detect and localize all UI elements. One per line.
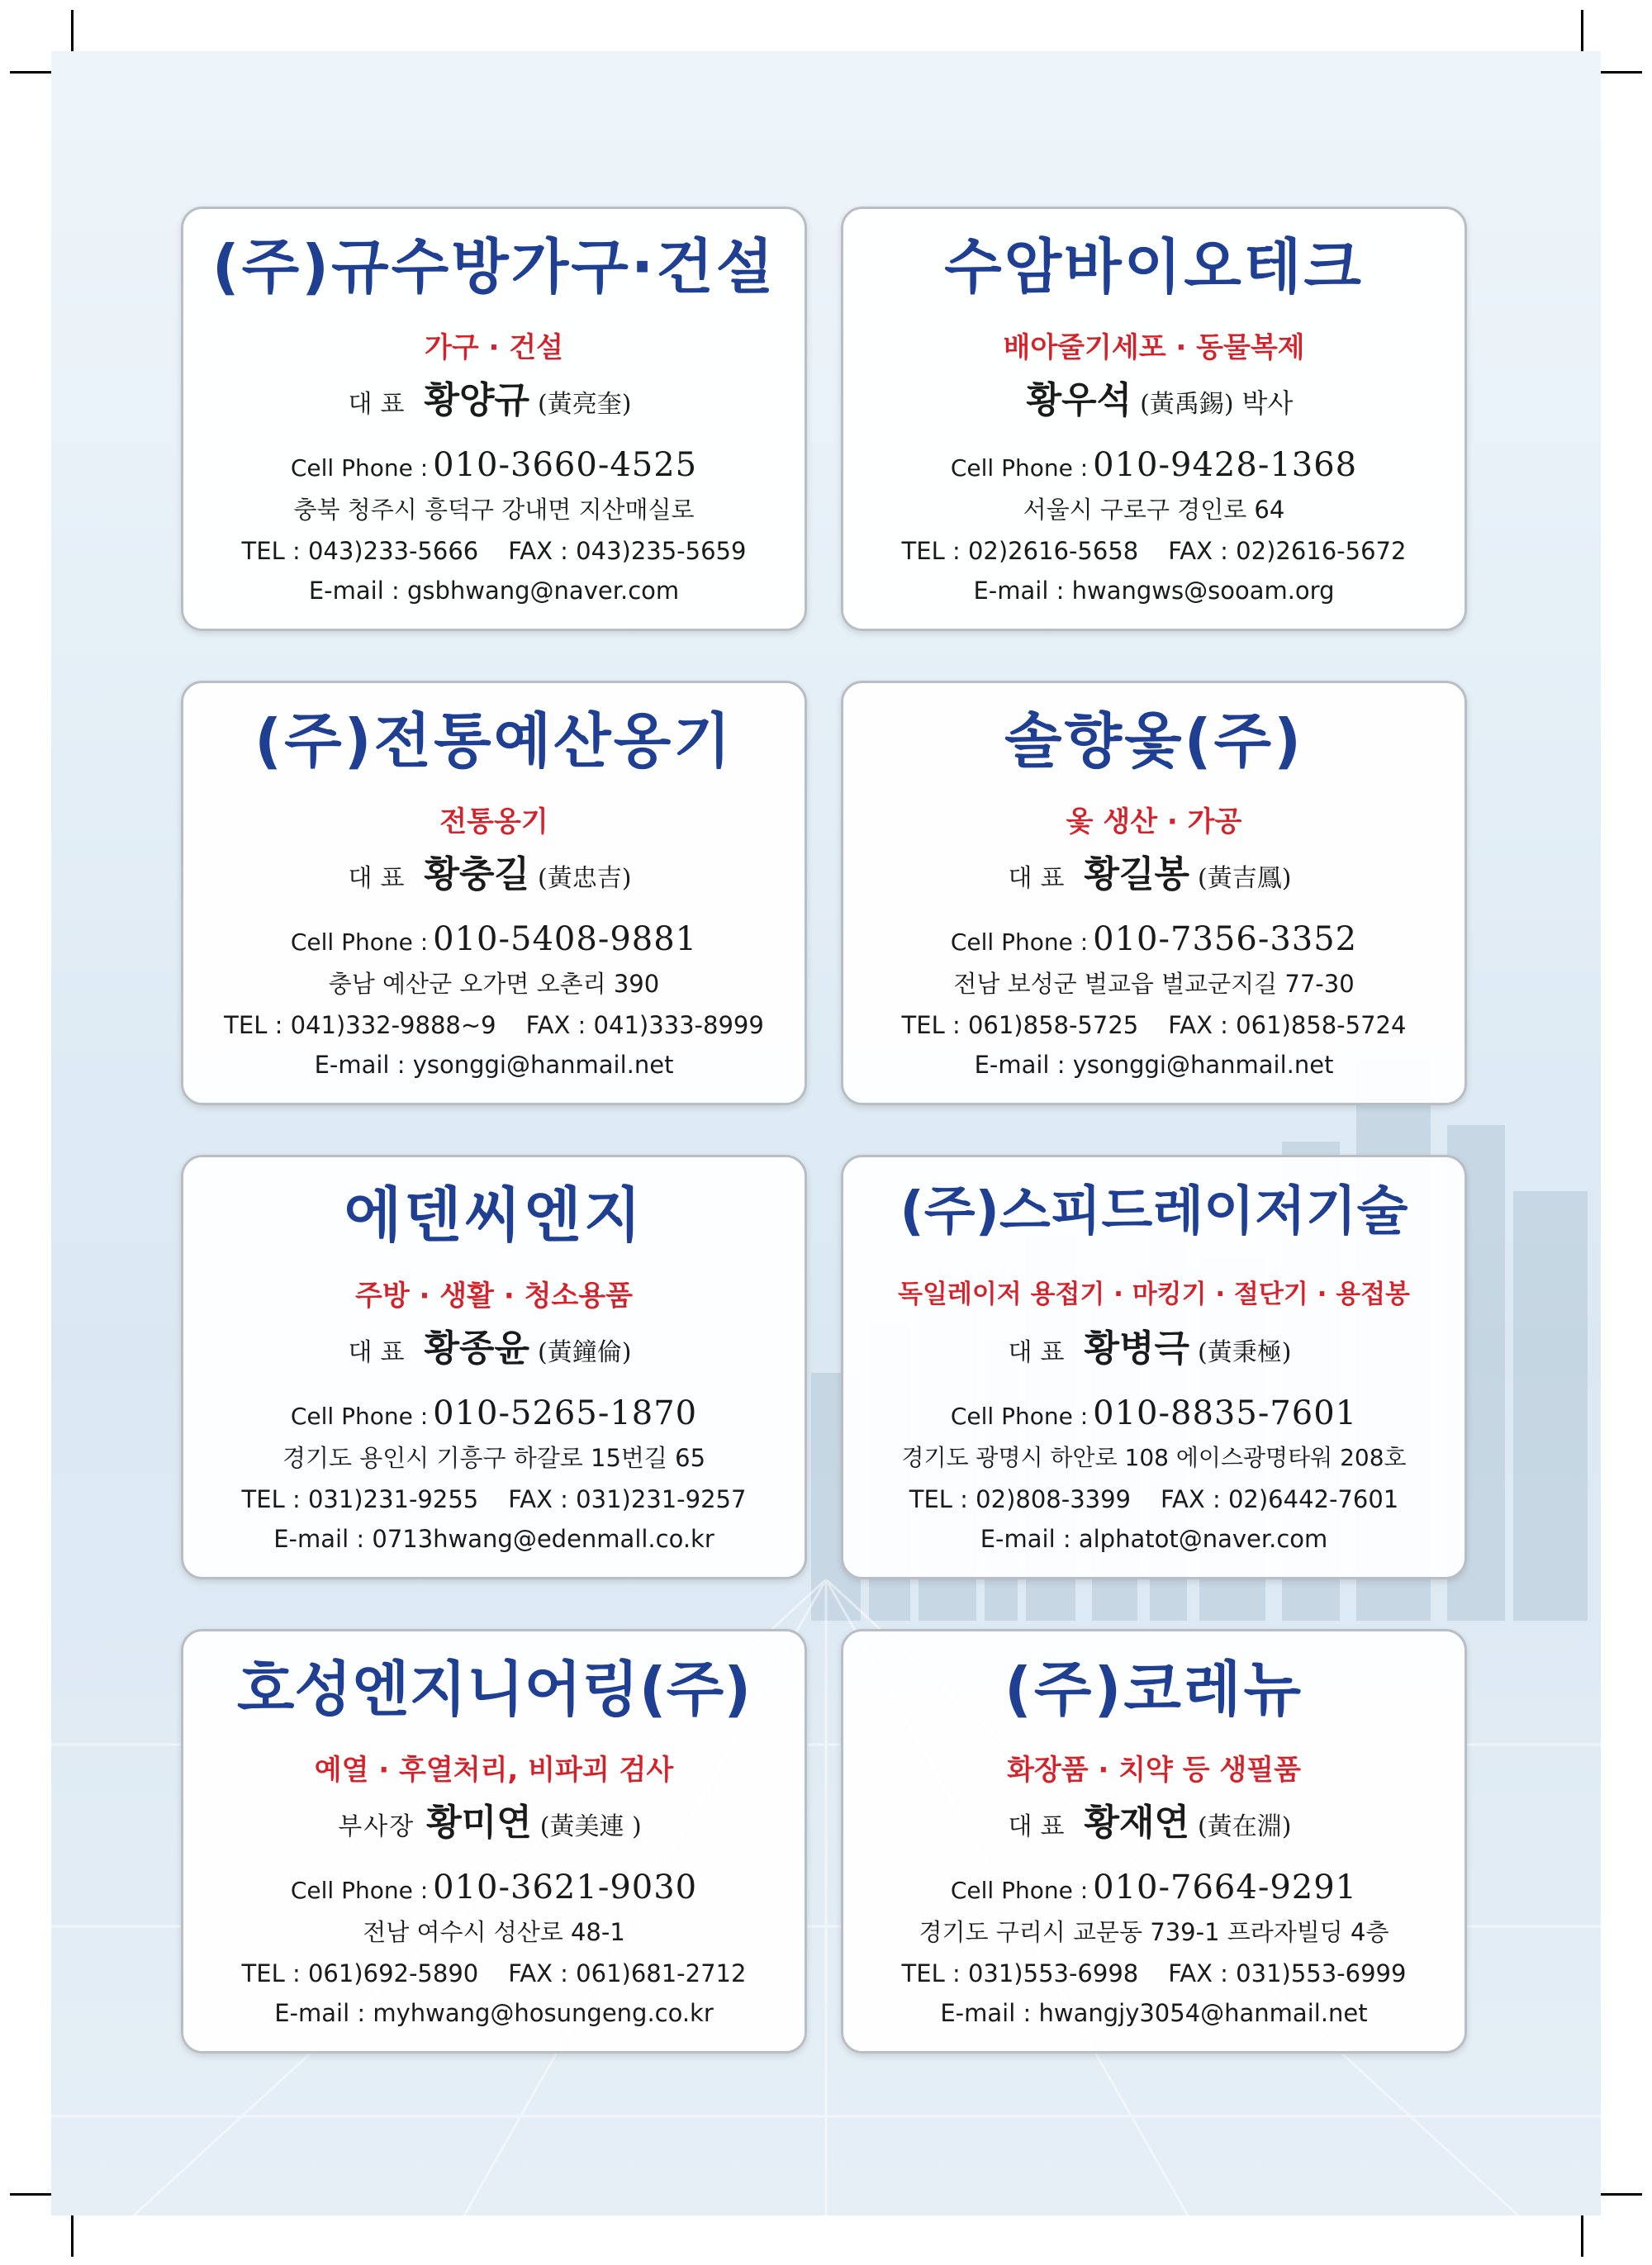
tel: TEL : 02)2616-5658 — [901, 537, 1139, 565]
fax: FAX : 041)333-8999 — [525, 1011, 764, 1039]
rep-hanja: (黃秉極) — [1198, 1338, 1292, 1367]
phone-number: 010-8835-7601 — [1093, 1394, 1358, 1432]
tel: TEL : 061)692-5890 — [241, 1959, 479, 1987]
rep-name: 황미연 — [426, 1802, 532, 1844]
crop-mark — [1601, 2193, 1642, 2196]
rep-title: 대표 — [1008, 1812, 1073, 1841]
tel-fax-line — [843, 1011, 1464, 1039]
phone-number: 010-7664-9291 — [1093, 1869, 1358, 1906]
company-name: (주)규수방가구·건설 — [211, 232, 776, 302]
cell-phone — [843, 1394, 1464, 1432]
cell-phone — [183, 920, 805, 958]
phone-label: Cell Phone : — [290, 1403, 429, 1430]
rep-title: 대표 — [348, 1338, 413, 1367]
address: 전남 보성군 벌교읍 벌교군지길 77-30 — [953, 970, 1355, 998]
tel-fax-line — [843, 1485, 1464, 1513]
cell-phone — [843, 920, 1464, 958]
business-type: 배아줄기세포 · 동물복제 — [1003, 331, 1305, 364]
fax: FAX : 02)2616-5672 — [1168, 537, 1407, 565]
company-name: 호성엔지니어링(주) — [236, 1655, 752, 1724]
rep-title: 대표 — [348, 864, 413, 893]
company-name: (주)스피드레이저기술 — [900, 1181, 1408, 1242]
business-card — [841, 681, 1467, 1105]
business-card — [181, 1155, 807, 1579]
business-card — [181, 207, 807, 631]
rep-hanja: (黃忠吉) — [538, 864, 632, 893]
rep-hanja: (黃禹錫) — [1140, 390, 1234, 419]
rep-name: 황길봉 — [1084, 853, 1190, 895]
email: E-mail : hwangws@sooam.org — [973, 577, 1335, 605]
representative — [843, 853, 1464, 895]
rep-name: 황양규 — [424, 379, 530, 421]
tel-fax-line — [183, 1011, 805, 1039]
business-card — [181, 681, 807, 1105]
business-card — [181, 1629, 807, 2054]
phone-number: 010-3621-9030 — [433, 1869, 698, 1906]
address: 전남 여수시 성산로 48-1 — [363, 1918, 625, 1946]
phone-label: Cell Phone : — [290, 454, 429, 482]
address: 경기도 구리시 교문동 739-1 프라자빌딩 4층 — [919, 1918, 1389, 1946]
representative — [843, 1327, 1464, 1370]
tel: TEL : 061)858-5725 — [901, 1011, 1139, 1039]
cell-phone — [183, 1871, 805, 1904]
rep-hanja: (黃在淵) — [1198, 1812, 1292, 1841]
cell-phone — [183, 1394, 805, 1432]
crop-mark — [1581, 2215, 1583, 2257]
rep-name: 황병극 — [1084, 1327, 1190, 1370]
representative — [183, 853, 805, 895]
representative — [843, 379, 1464, 421]
rep-name: 황충길 — [424, 853, 530, 895]
tel: TEL : 031)553-6998 — [901, 1959, 1139, 1987]
email: E-mail : ysonggi@hanmail.net — [314, 1051, 674, 1079]
tel-fax-line — [183, 1959, 805, 1987]
phone-number: 010-5265-1870 — [433, 1394, 698, 1432]
fax: FAX : 031)553-6999 — [1168, 1959, 1407, 1987]
email: E-mail : ysonggi@hanmail.net — [974, 1051, 1334, 1079]
cell-phone — [843, 446, 1464, 484]
tel-fax-line — [843, 539, 1464, 563]
business-type: 독일레이저 용접기 · 마킹기 · 절단기 · 용접봉 — [898, 1280, 1410, 1309]
rep-hanja: (黃亮奎) — [538, 390, 632, 419]
crop-mark — [71, 2215, 74, 2257]
address: 경기도 용인시 기흥구 하갈로 15번길 65 — [282, 1444, 706, 1472]
phone-number: 010-3660-4525 — [433, 446, 698, 484]
address: 경기도 광명시 하안로 108 에이스광명타워 208호 — [901, 1444, 1407, 1471]
rep-name: 황종윤 — [424, 1327, 530, 1370]
fax: FAX : 061)858-5724 — [1168, 1011, 1407, 1039]
crop-mark — [1601, 71, 1642, 74]
representative — [183, 1802, 805, 1844]
company-name: 에덴씨엔지 — [344, 1180, 644, 1250]
address: 충남 예산군 오가면 오촌리 390 — [328, 970, 660, 998]
fax: FAX : 02)6442-7601 — [1161, 1485, 1399, 1513]
phone-label: Cell Phone : — [950, 454, 1089, 482]
rep-name: 황재연 — [1084, 1802, 1190, 1844]
email: E-mail : alphatot@naver.com — [980, 1525, 1328, 1553]
business-card — [841, 1629, 1467, 2054]
representative — [183, 379, 805, 421]
email: E-mail : 0713hwang@edenmall.co.kr — [273, 1525, 714, 1553]
email: E-mail : hwangjy3054@hanmail.net — [940, 1999, 1368, 2027]
fax: FAX : 031)231-9257 — [508, 1485, 747, 1513]
email: E-mail : myhwang@hosungeng.co.kr — [274, 1999, 714, 2027]
business-type: 전통옹기 — [439, 805, 548, 838]
rep-title: 대표 — [1008, 1338, 1073, 1367]
company-name: 수암바이오테크 — [944, 232, 1364, 302]
crop-mark — [71, 10, 74, 51]
business-card — [841, 1155, 1467, 1579]
rep-hanja: (黃美連 ) — [539, 1812, 642, 1841]
crop-mark — [10, 71, 51, 74]
phone-label: Cell Phone : — [950, 1877, 1089, 1904]
phone-number: 010-5408-9881 — [433, 920, 698, 958]
tel: TEL : 02)808-3399 — [909, 1485, 1132, 1513]
phone-label: Cell Phone : — [290, 1877, 429, 1904]
tel-fax-line — [843, 1959, 1464, 1987]
representative — [183, 1327, 805, 1370]
phone-number: 010-7356-3352 — [1093, 920, 1358, 958]
business-card — [841, 207, 1467, 631]
address: 충북 청주시 흥덕구 강내면 지산매실로 — [293, 496, 695, 524]
phone-label: Cell Phone : — [950, 928, 1089, 956]
tel: TEL : 043)233-5666 — [241, 537, 479, 565]
rep-title: 대표 — [1008, 864, 1073, 893]
rep-name: 황우석 — [1026, 379, 1132, 421]
business-type: 가구 · 건설 — [425, 331, 563, 364]
fax: FAX : 061)681-2712 — [508, 1959, 747, 1987]
tel-fax-line — [183, 539, 805, 563]
representative — [843, 1802, 1464, 1844]
rep-title: 대표 — [348, 390, 413, 419]
rep-title: 부사장 — [338, 1812, 415, 1841]
address: 서울시 구로구 경인로 64 — [1023, 496, 1285, 524]
tel-fax-line — [183, 1485, 805, 1513]
business-type: 주방 · 생활 · 청소용품 — [355, 1280, 633, 1313]
rep-suffix: 박사 — [1241, 387, 1294, 419]
company-name: (주)코레뉴 — [1004, 1655, 1304, 1724]
tel: TEL : 031)231-9255 — [241, 1485, 479, 1513]
crop-mark — [10, 2193, 51, 2196]
tel: TEL : 041)332-9888~9 — [224, 1011, 496, 1039]
company-name: 솔향옻(주) — [1004, 706, 1304, 776]
rep-hanja: (黃吉鳳) — [1198, 864, 1292, 893]
business-type: 예열 · 후열처리, 비파괴 검사 — [314, 1754, 674, 1787]
crop-mark — [1581, 10, 1583, 51]
fax: FAX : 043)235-5659 — [508, 537, 747, 565]
rep-hanja: (黃鐘倫) — [538, 1338, 632, 1367]
cell-phone — [843, 1871, 1464, 1904]
phone-number: 010-9428-1368 — [1093, 446, 1358, 484]
company-name: (주)전통예산옹기 — [254, 706, 733, 776]
business-type: 화장품 · 치약 등 생필품 — [1007, 1754, 1301, 1787]
phone-label: Cell Phone : — [950, 1403, 1089, 1430]
phone-label: Cell Phone : — [290, 928, 429, 956]
business-type: 옻 생산 · 가공 — [1066, 805, 1242, 838]
cell-phone — [183, 446, 805, 484]
email: E-mail : gsbhwang@naver.com — [308, 577, 680, 605]
